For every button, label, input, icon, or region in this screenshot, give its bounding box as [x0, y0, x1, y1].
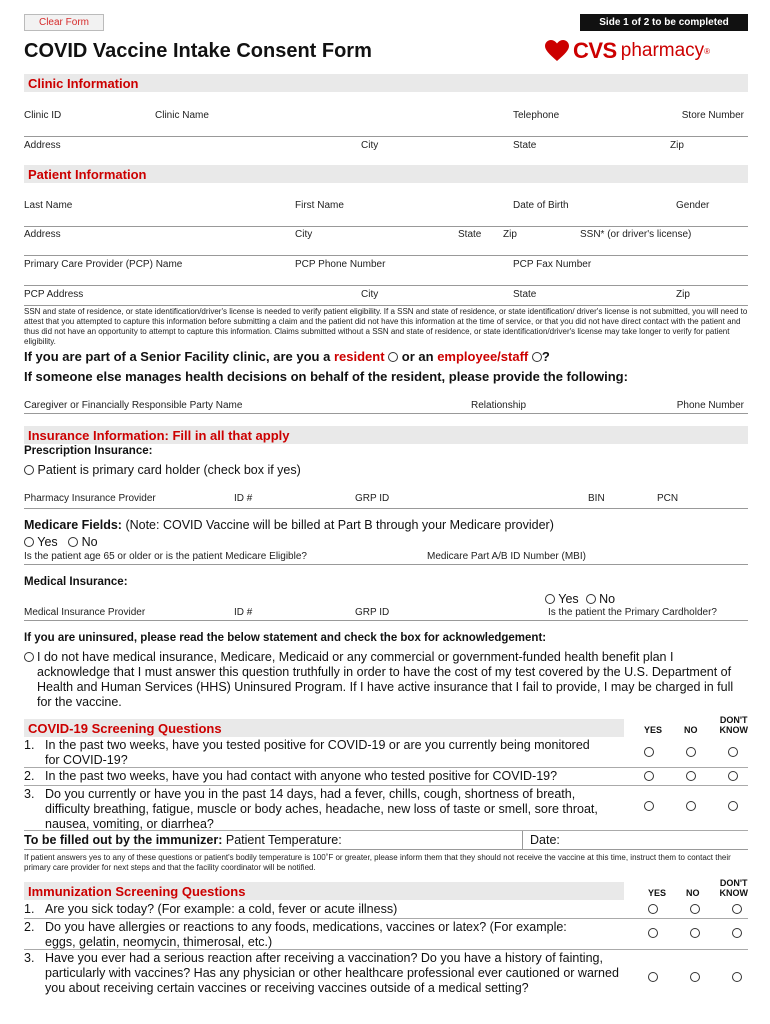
pcp-city-label: City [361, 289, 379, 300]
immun-q3-yes[interactable] [648, 972, 658, 982]
covid-yes-header: YES [644, 725, 663, 735]
medicare-row[interactable] [24, 549, 748, 565]
patient-row-4[interactable] [24, 287, 748, 303]
clinic-city-label: City [361, 140, 379, 151]
medical-row[interactable] [24, 605, 748, 621]
patient-temp-label: Patient Temperature: [225, 833, 342, 847]
immun-q2-no[interactable] [690, 928, 700, 938]
patient-row-1[interactable] [24, 198, 748, 227]
covid-q2-text: In the past two weeks, have you had contact with anyone who tested positive for COVID-19? [45, 769, 558, 783]
logo-word-pharmacy: pharmacy [620, 40, 705, 61]
immun-q1-answers [642, 904, 752, 914]
rx-holder-label: Patient is primary card holder (check box if yes) [37, 463, 301, 477]
covid-q2-yes[interactable] [644, 771, 654, 781]
medicare-fields [24, 518, 554, 533]
senior-facility-question [24, 349, 748, 364]
immun-q1-yes[interactable] [648, 904, 658, 914]
covid-q2-no[interactable] [686, 771, 696, 781]
clear-form-button[interactable]: Clear Form [24, 14, 104, 31]
dob-label: Date of Birth [513, 200, 569, 211]
cardholder-no-label: No [599, 592, 616, 606]
senior-q-end: ? [541, 349, 550, 364]
immunizer-row[interactable] [24, 831, 748, 850]
covid-q1-answers [638, 747, 748, 757]
medical-grp-label: GRP ID [355, 607, 390, 618]
first-name-label: First Name [295, 200, 344, 211]
rx-bin-label: BIN [588, 493, 605, 504]
date-label: Date: [530, 833, 560, 847]
immun-question-1 [24, 901, 748, 919]
logo-word: CVS [573, 38, 617, 63]
patient-state-label: State [458, 229, 482, 240]
covid-q1-no[interactable] [686, 747, 696, 757]
covid-col-headers [644, 713, 748, 735]
cardholder-no-radio[interactable] [586, 594, 596, 604]
store-number-label: Store Number [681, 110, 744, 121]
employee-radio[interactable] [532, 352, 542, 362]
covid-q1-yes[interactable] [644, 747, 654, 757]
uninsured-heading: If you are uninsured, please read the below statement and check the box for acknowledgement: [24, 632, 547, 644]
immun-q1-no[interactable] [690, 904, 700, 914]
covid-dontknow-header: DON'T KNOW [719, 715, 748, 735]
rx-holder-checkbox[interactable] [24, 465, 34, 475]
medical-insurance-heading: Medical Insurance: [24, 576, 128, 588]
clinic-telephone-label: Telephone [513, 110, 560, 121]
ssn-label: SSN* (or driver's license) [580, 229, 692, 240]
rx-holder-option[interactable] [24, 463, 301, 478]
page-title: COVID Vaccine Intake Consent Form [24, 40, 372, 62]
pharmacy-provider-label: Pharmacy Insurance Provider [24, 493, 156, 504]
medicare-note: (Note: COVID Vaccine will be billed at Part B through your Medicare provider) [125, 518, 554, 532]
uninsured-checkbox[interactable] [24, 652, 34, 662]
covid-q3-no[interactable] [686, 801, 696, 811]
immun-q3-number: 3. [24, 951, 35, 965]
patient-address-label: Address [24, 229, 61, 240]
cardholder-yes-radio[interactable] [545, 594, 555, 604]
uninsured-statement[interactable] [24, 650, 748, 710]
covid-q2-answers [638, 771, 748, 781]
caregiver-phone-label: Phone Number [676, 400, 744, 411]
immun-q3-answers [642, 972, 752, 982]
covid-q3-text: Do you currently or have you in the past 14 days, had a fever, chills, cough, shortness of breath, difficulty breathing, fatigue, muscle or body aches, headache, new loss of taste or smell, sore throat, nausea, vomiting, or diarrhea? [45, 787, 598, 831]
clinic-name-label: Clinic Name [155, 110, 209, 121]
immun-col-headers [648, 876, 748, 898]
immun-q2-dontknow[interactable] [732, 928, 742, 938]
immun-q2-yes[interactable] [648, 928, 658, 938]
clinic-id-label: Clinic ID [24, 110, 62, 121]
immunization-screening-heading: Immunization Screening Questions [24, 882, 624, 900]
resident-label: resident [333, 349, 385, 364]
heart-icon [545, 40, 569, 62]
side-tag: Side 1 of 2 to be completed [580, 14, 748, 31]
patient-row-3[interactable] [24, 257, 748, 286]
ssn-note: SSN and state of residence, or state identification/driver's license is needed to verify patient eligibility. If a SSN and state of residence, or state identification/ driver's license is not submitted, you will need to attest that you attempted to capture this information before submitting a claim and the patient did not have this information at the time of service, or that you did not have direct contact with the patient and thus did not have an opportunity to attempt to capture this information. Claims submitted without a SSN and state of residence, or state identification/driver's license may take longer to verify for patient eligibility. [24, 307, 748, 346]
employee-label: employee/staff [437, 349, 529, 364]
patient-city-label: City [295, 229, 313, 240]
covid-no-header: NO [684, 725, 698, 735]
gender-label: Gender [676, 200, 710, 211]
immun-q1-text: Are you sick today? (For example: a cold, fever or acute illness) [45, 902, 398, 916]
immun-no-header: NO [686, 888, 700, 898]
immun-q2-number: 2. [24, 920, 35, 934]
immun-q2-text: Do you have allergies or reactions to any foods, medications, vaccines or latex? (For example: eggs, gelatin, neomycin, thimerosal, etc.) [45, 920, 567, 949]
covid-screening-heading: COVID-19 Screening Questions [24, 719, 624, 737]
medicare-eligible-label: Is the patient age 65 or older or is the patient Medicare Eligible? [24, 551, 307, 562]
immun-q3-dontknow[interactable] [732, 972, 742, 982]
covid-question-2 [24, 768, 748, 786]
patient-row-2[interactable] [24, 227, 748, 256]
medicare-yes-no [24, 535, 98, 550]
insurance-section-heading: Insurance Information: Fill in all that apply [24, 426, 748, 444]
immunizer-temp-field [24, 833, 342, 848]
immun-q2-answers [642, 928, 752, 938]
medical-provider-label: Medical Insurance Provider [24, 607, 146, 618]
covid-q1-number: 1. [24, 738, 35, 752]
caregiver-question: If someone else manages health decisions on behalf of the resident, please provide the following: [24, 369, 628, 384]
caregiver-name-label: Caregiver or Financially Responsible Party Name [24, 400, 243, 411]
immunizer-bold: To be filled out by the immunizer: [24, 833, 223, 847]
immun-q1-number: 1. [24, 902, 35, 916]
cardholder-yes-label: Yes [558, 592, 579, 606]
medicare-yes-label: Yes [37, 535, 58, 549]
immunizer-divider [522, 831, 523, 850]
fever-note: If patient answers yes to any of these questions or patient's bodily temperature is 100˚F or greater, please inform them that they should not receive the vaccine at this time, instruct them to contact their primary care provider for next steps and that the facility coordinator will be notified. [24, 853, 731, 872]
clinic-section-heading: Clinic Information [24, 74, 748, 92]
covid-question-1 [24, 738, 748, 768]
pcp-address-label: PCP Address [24, 289, 84, 300]
caregiver-row[interactable] [24, 398, 748, 414]
clinic-row-1[interactable] [24, 108, 748, 137]
rx-id-label: ID # [234, 493, 253, 504]
patient-section-heading: Patient Information [24, 165, 748, 183]
medicare-yes-radio[interactable] [24, 537, 34, 547]
pcp-state-label: State [513, 289, 537, 300]
covid-q3-answers [638, 801, 748, 811]
covid-question-3 [24, 786, 748, 831]
clinic-state-label: State [513, 140, 537, 151]
rx-insurance-heading: Prescription Insurance: [24, 445, 153, 457]
rx-row[interactable] [24, 491, 748, 509]
last-name-label: Last Name [24, 200, 73, 211]
clinic-address-label: Address [24, 140, 61, 151]
primary-cardholder-label: Is the patient the Primary Cardholder? [548, 607, 717, 618]
pcp-zip-label: Zip [676, 289, 690, 300]
medicare-no-label: No [81, 535, 98, 549]
logo-registered: ® [704, 46, 711, 56]
covid-q1-text: In the past two weeks, have you tested positive for COVID-19 or are you currently being monitored for COVID-19? [45, 738, 590, 767]
immun-question-2 [24, 919, 748, 950]
immun-q1-dontknow[interactable] [732, 904, 742, 914]
clinic-zip-label: Zip [670, 140, 684, 151]
pcp-fax-label: PCP Fax Number [513, 259, 592, 270]
medicare-heading: Medicare Fields: [24, 518, 122, 532]
medical-id-label: ID # [234, 607, 253, 618]
immun-q3-text: Have you ever had a serious reaction after receiving a vaccination? Do you have a history of fainting, particularly with vaccines? Has any physician or other healthcare professional ever cautioned or warned you about receiving certain vaccines or receiving vaccines outside of a medical setting? [45, 951, 619, 995]
covid-q3-yes[interactable] [644, 801, 654, 811]
patient-zip-label: Zip [503, 229, 517, 240]
covid-q2-dontknow[interactable] [728, 771, 738, 781]
immun-question-3 [24, 950, 748, 1012]
mbi-label: Medicare Part A/B ID Number (MBI) [427, 551, 586, 562]
uninsured-text: I do not have medical insurance, Medicare, Medicaid or any commercial or government-funded health benefit plan I acknowledge that I must answer this question truthfully in order to have the cost of my test covered by the U.S. Department of Health and Human Services (HHS) Uninsured Program. If I have active insurance that I fail to provide, I may be charged in full for the vaccine. [37, 650, 734, 709]
rx-pcn-label: PCN [657, 493, 679, 504]
immun-dontknow-header: DON'T KNOW [719, 878, 748, 898]
medicare-no-radio[interactable] [68, 537, 78, 547]
immun-yes-header: YES [648, 888, 667, 898]
covid-q3-dontknow[interactable] [728, 801, 738, 811]
immun-q3-no[interactable] [690, 972, 700, 982]
senior-q-pre: If you are part of a Senior Facility clinic, are you a [24, 349, 331, 364]
covid-q3-number: 3. [24, 787, 35, 801]
cvs-logo [545, 38, 710, 64]
pcp-name-label: Primary Care Provider (PCP) Name [24, 259, 183, 270]
pcp-phone-label: PCP Phone Number [295, 259, 386, 270]
clinic-row-2[interactable] [24, 138, 748, 167]
resident-radio[interactable] [388, 352, 398, 362]
rx-grp-label: GRP ID [355, 493, 390, 504]
covid-q1-dontknow[interactable] [728, 747, 738, 757]
relationship-label: Relationship [471, 400, 527, 411]
or-an-label: or an [401, 349, 434, 364]
covid-q2-number: 2. [24, 769, 35, 783]
